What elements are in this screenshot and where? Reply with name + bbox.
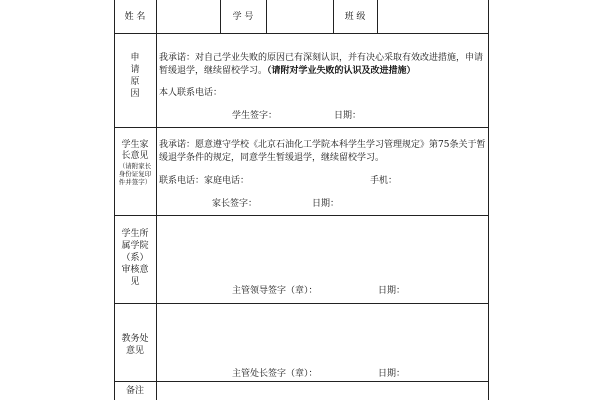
row-rule-header: [114, 33, 489, 34]
header-divider-2: [266, 0, 267, 33]
row-rule-application: [114, 127, 489, 128]
application-section-label: [114, 52, 156, 100]
application-pledge-text: 我承诺：对自己学业失败的原因已有深刻认识，并有决心采取有效改进措施，申请暂缓退学，继续留校学习。: [159, 53, 484, 76]
student-id-label: 学 号: [232, 12, 254, 22]
application-phone-label: 本人联系电话：: [159, 88, 223, 98]
row-rule-parent: [114, 215, 489, 216]
application-signature-label: 学生签字：: [232, 111, 278, 121]
remarks-label: 备注: [125, 386, 144, 396]
parent-section-text: 学生家长意见: [121, 140, 149, 161]
application-section-text: 申请原因: [130, 53, 140, 99]
college-section-text: 学生所属学院（系）审核意见: [121, 229, 149, 287]
name-label: 姓 名: [124, 12, 146, 22]
college-date-label: 日期：: [378, 286, 406, 296]
college-signature-label: 主管领导签字（章）：: [232, 286, 318, 296]
table-border-right: [488, 0, 489, 400]
application-pledge: [159, 52, 486, 78]
parent-section-label: [114, 140, 156, 186]
parent-pledge: 我承诺：愿意遵守学校《北京石油化工学院本科学生学习管理规定》第75条关于暂缓退学条件的规定，同意学生暂缓退学，继续留校学习。: [159, 140, 486, 163]
class-label: 班 级: [344, 12, 366, 22]
parent-contact-label: 联系电话：家庭电话：: [159, 176, 250, 186]
affairs-signature-label: 主管处长签字（章）：: [232, 369, 318, 379]
row-rule-affairs: [114, 381, 489, 382]
college-section-label: [114, 228, 156, 288]
affairs-date-label: 日期：: [378, 369, 406, 379]
affairs-section-label: [114, 333, 156, 357]
parent-section-note: （请附家长身份证复印件并签字）: [118, 162, 152, 186]
application-date-label: 日期：: [334, 111, 362, 121]
application-pledge-emphasis: （请附对学业失败的认识及改进措施）: [267, 66, 416, 76]
header-divider-4: [377, 0, 378, 33]
label-column-divider: [156, 0, 157, 400]
parent-date-label: 日期：: [312, 199, 340, 209]
parent-signature-label: 家长签字：: [212, 199, 258, 209]
parent-mobile-label: 手机：: [370, 176, 398, 186]
row-rule-college: [114, 303, 489, 304]
affairs-section-text: 教务处意见: [121, 334, 149, 356]
